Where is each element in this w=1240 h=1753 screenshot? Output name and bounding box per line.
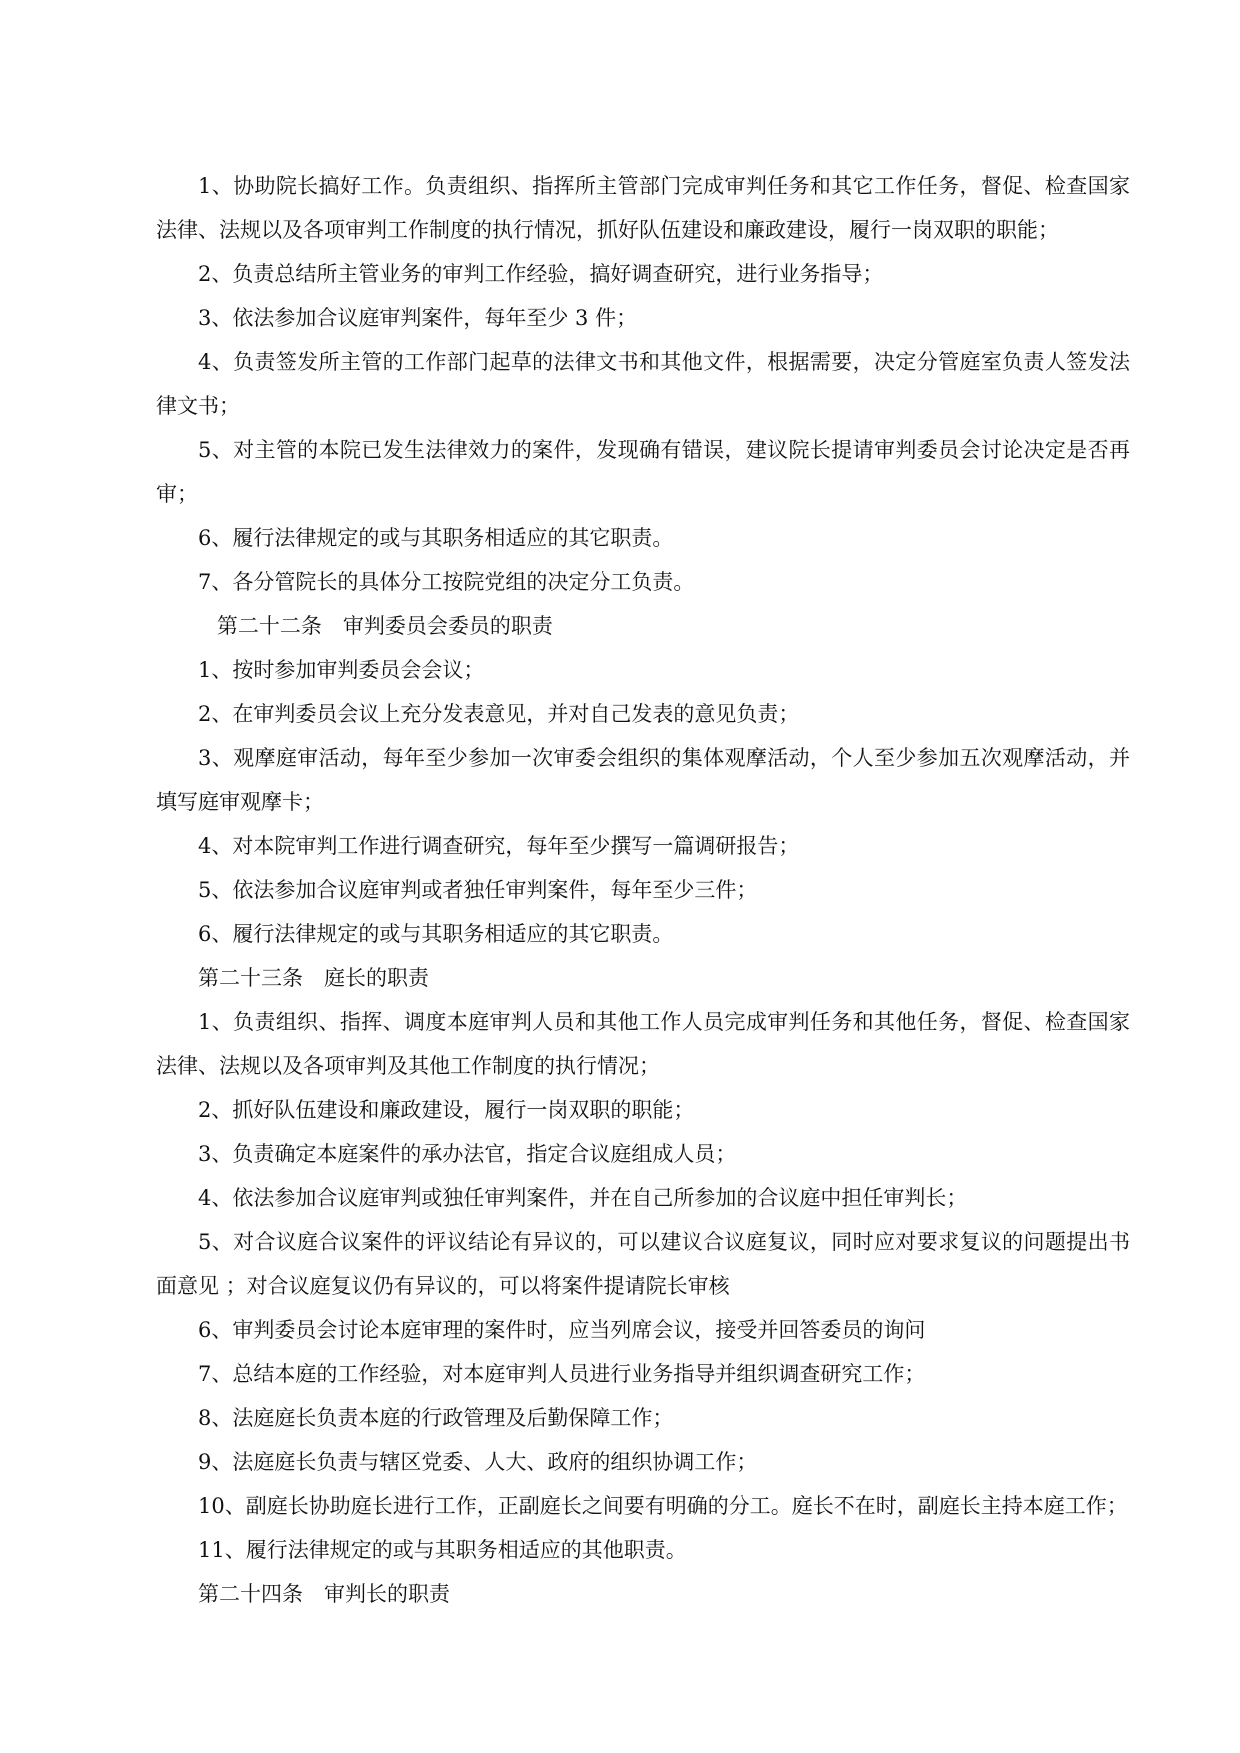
paragraph: 7、各分管院长的具体分工按院党组的决定分工负责。 bbox=[198, 570, 695, 594]
paragraph: 3、观摩庭审活动，每年至少参加一次审委会组织的集体观摩活动，个人至少参加五次观摩活动，并填写庭审观摩卡； bbox=[156, 746, 1130, 814]
section-heading: 第二十三条 庭长的职责 bbox=[198, 966, 429, 990]
paragraph: 6、审判委员会讨论本庭审理的案件时，应当列席会议，接受并回答委员的询问 bbox=[198, 1318, 926, 1342]
section-heading: 第二十二条 审判委员会委员的职责 bbox=[216, 614, 553, 638]
paragraph: 6、履行法律规定的或与其职务相适应的其它职责。 bbox=[198, 922, 674, 946]
paragraph: 10、副庭长协助庭长进行工作，正副庭长之间要有明确的分工。庭长不在时，副庭长主持本庭工作； bbox=[198, 1494, 1128, 1518]
paragraph: 5、依法参加合议庭审判或者独任审判案件，每年至少三件； bbox=[198, 878, 758, 902]
document-page bbox=[156, 164, 1130, 1616]
paragraph: 11、履行法律规定的或与其职务相适应的其他职责。 bbox=[198, 1538, 687, 1562]
paragraph: 9、法庭庭长负责与辖区党委、人大、政府的组织协调工作； bbox=[198, 1450, 758, 1474]
paragraph: 7、总结本庭的工作经验，对本庭审判人员进行业务指导并组织调查研究工作； bbox=[198, 1362, 926, 1386]
paragraph: 1、协助院长搞好工作。负责组织、指挥所主管部门完成审判任务和其它工作任务，督促、检查国家法律、法规以及各项审判工作制度的执行情况，抓好队伍建设和廉政建设，履行一岗双职的职能； bbox=[156, 174, 1130, 242]
paragraph: 6、履行法律规定的或与其职务相适应的其它职责。 bbox=[198, 526, 674, 550]
paragraph: 3、依法参加合议庭审判案件，每年至少 3 件； bbox=[198, 306, 638, 330]
paragraph: 1、负责组织、指挥、调度本庭审判人员和其他工作人员完成审判任务和其他任务，督促、检查国家法律、法规以及各项审判及其他工作制度的执行情况； bbox=[156, 1010, 1130, 1078]
section-heading: 第二十四条 审判长的职责 bbox=[198, 1582, 450, 1606]
paragraph: 2、抓好队伍建设和廉政建设，履行一岗双职的职能； bbox=[198, 1098, 695, 1122]
paragraph: 1、按时参加审判委员会会议； bbox=[198, 658, 485, 682]
paragraph: 4、对本院审判工作进行调查研究，每年至少撰写一篇调研报告； bbox=[198, 834, 800, 858]
paragraph: 2、在审判委员会议上充分发表意见，并对自己发表的意见负责； bbox=[198, 702, 800, 726]
paragraph: 4、依法参加合议庭审判或独任审判案件，并在自己所参加的合议庭中担任审判长； bbox=[198, 1186, 968, 1210]
paragraph: 2、负责总结所主管业务的审判工作经验，搞好调查研究，进行业务指导； bbox=[198, 262, 884, 286]
paragraph: 3、负责确定本庭案件的承办法官，指定合议庭组成人员； bbox=[198, 1142, 737, 1166]
paragraph: 4、负责签发所主管的工作部门起草的法律文书和其他文件，根据需要，决定分管庭室负责人签发法律文书； bbox=[156, 350, 1130, 418]
paragraph: 8、法庭庭长负责本庭的行政管理及后勤保障工作； bbox=[198, 1406, 674, 1430]
paragraph: 5、对主管的本院已发生法律效力的案件，发现确有错误，建议院长提请审判委员会讨论决定是否再审； bbox=[156, 438, 1130, 506]
paragraph: 5、对合议庭合议案件的评议结论有异议的，可以建议合议庭复议，同时应对要求复议的问题提出书面意见 ；对合议庭复议仍有异议的，可以将案件提请院长审核 bbox=[156, 1230, 1130, 1298]
